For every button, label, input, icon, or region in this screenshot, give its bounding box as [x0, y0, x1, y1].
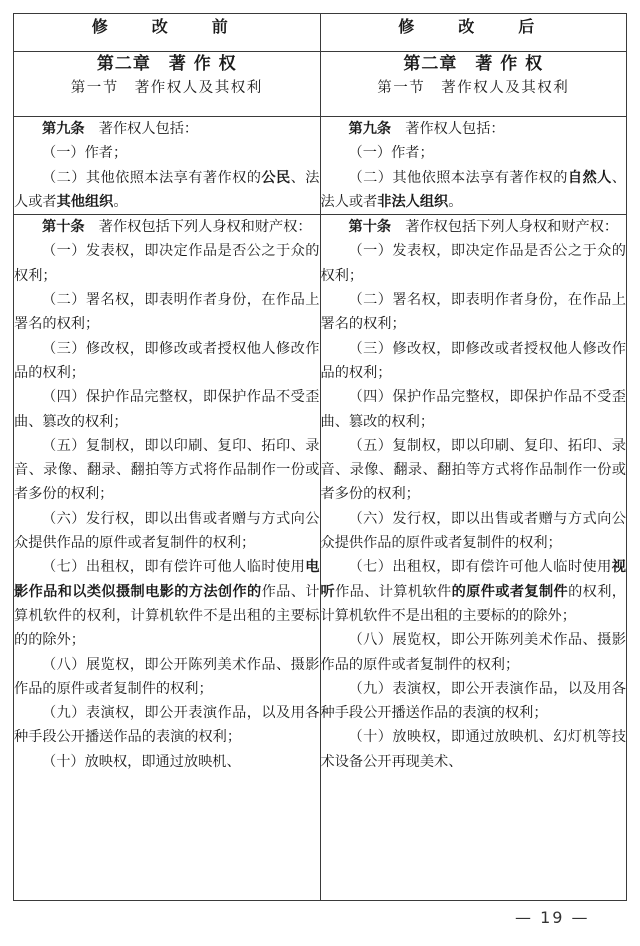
clause-text: （四）保护作品完整权，即保护作品不受歪曲、篡改的权利； [320, 389, 626, 430]
article-10-row [14, 215, 627, 901]
clause-text: （六）发行权，即以出售或者赠与方式向公众提供作品的原件或者复制件的权利； [14, 510, 320, 552]
clause-part: 的权利，计算机软件不是出租的主要标的的除外； [320, 583, 626, 624]
article-10-before [14, 215, 321, 901]
clause-text: （六）发行权，即以出售或者赠与方式向公众提供作品的原件或者复制件的权利； [320, 510, 626, 552]
clause-text: （五）复制权，即以印刷、复印、拓印、录音、录像、翻录、翻拍等方式将作品制作一份或者多份的权利； [320, 437, 626, 503]
changed-term: 自然人 [567, 169, 612, 186]
changed-term: 其他组织 [56, 193, 114, 210]
intro-text: 著作权人包括： [391, 121, 505, 137]
intro-text: 著作权包括下列人身权和财产权： [391, 219, 619, 236]
clause-text: （八）展览权，即公开陈列美术作品、摄影作品的原件或者复制件的权利； [320, 632, 626, 673]
article-intro [321, 117, 627, 141]
article-intro [14, 117, 320, 141]
clause-part: 作品、计算机软件 [335, 583, 452, 600]
comparison-table [13, 13, 627, 901]
article-10-after [320, 215, 627, 901]
chapter-row [14, 52, 627, 117]
clause-text: （九）表演权，即公开表演作品，以及用各种手段公开播送作品的表演的权利； [14, 705, 320, 746]
clause-text [14, 555, 320, 652]
section-title: 第一节 著作权人及其权利 [70, 80, 263, 96]
changed-term: 非法人组织 [377, 193, 449, 210]
chapter-title: 第二章 著 作 权 [403, 54, 544, 74]
article-9-before [14, 117, 321, 215]
changed-term: 公民 [261, 169, 291, 186]
header-after: 修 改 后 [320, 14, 627, 52]
header-before: 修 改 前 [14, 14, 321, 52]
clause-text: （二）署名权，即表明作者身份，在作品上署名的权利； [14, 292, 320, 333]
clause-text: （五）复制权，即以印刷、复印、拓印、录音、录像、翻录、翻拍等方式将作品制作一份或者多份的权利； [14, 437, 320, 503]
clause-text: （一）作者； [42, 145, 128, 162]
article-9-after [320, 117, 627, 215]
changed-term: 的原件或者复制件 [451, 583, 569, 600]
clause-part: 。 [448, 193, 463, 210]
clause-text: （一）发表权，即决定作品是否公之于众的权利； [320, 243, 626, 284]
clause-text: （四）保护作品完整权，即保护作品不受歪曲、篡改的权利； [14, 389, 320, 430]
clause-part: （七）出租权，即有偿许可他人临时使用 [42, 559, 306, 576]
clause-part: （二）其他依照本法享有著作权的 [348, 169, 568, 186]
clause-text [321, 555, 627, 628]
clause-part: 。 [113, 193, 128, 210]
article-intro [321, 215, 627, 239]
chapter-after-cell [320, 52, 627, 117]
article-label: 第十条 [42, 219, 85, 236]
changed-term: 视听 [320, 559, 626, 600]
changed-term: 电影作品和以类似摄制电影的方法创作的 [14, 559, 320, 600]
clause-text: （九）表演权，即公开表演作品，以及用各种手段公开播送作品的表演的权利； [320, 680, 626, 722]
clause-part: 、法人或者 [14, 169, 320, 210]
clause-text: （三）修改权，即修改或者授权他人修改作品的权利； [320, 340, 626, 381]
intro-text: 著作权人包括： [84, 121, 199, 137]
clause-text: （十）放映权，即通过放映机、 [42, 753, 241, 770]
chapter-before-cell [14, 52, 321, 117]
chapter-title: 第二章 著 作 权 [96, 54, 237, 74]
article-9-row [14, 117, 627, 215]
clause-text: （三）修改权，即修改或者授权他人修改作品的权利； [14, 340, 320, 381]
article-label: 第十条 [348, 219, 392, 236]
header-row [14, 14, 627, 52]
clause-text [321, 166, 627, 215]
clause-text: （十）放映权，即通过放映机、幻灯机等技术设备公开再现美术、 [320, 729, 626, 770]
clause-text [14, 166, 320, 215]
article-label: 第九条 [348, 121, 392, 137]
article-intro [14, 215, 320, 239]
section-title: 第一节 著作权人及其权利 [377, 80, 570, 96]
intro-text: 著作权包括下列人身权和财产权： [84, 219, 312, 236]
clause-text: （八）展览权，即公开陈列美术作品、摄影作品的原件或者复制件的权利； [14, 656, 320, 697]
clause-part: 作品、计算机软件的权利，计算机软件不是出租的主要标的的除外； [14, 583, 320, 649]
clause-part: （二）其他依照本法享有著作权的 [42, 169, 262, 186]
article-label: 第九条 [42, 121, 85, 137]
clause-text: （一）作者； [348, 145, 434, 162]
page-number: — 19 — [515, 908, 590, 927]
clause-text: （二）署名权，即表明作者身份，在作品上署名的权利； [320, 292, 626, 333]
clause-text: （一）发表权，即决定作品是否公之于众的权利； [14, 243, 320, 284]
clause-part: 、法人或者 [320, 169, 626, 210]
clause-part: （七）出租权，即有偿许可他人临时使用 [348, 559, 612, 576]
